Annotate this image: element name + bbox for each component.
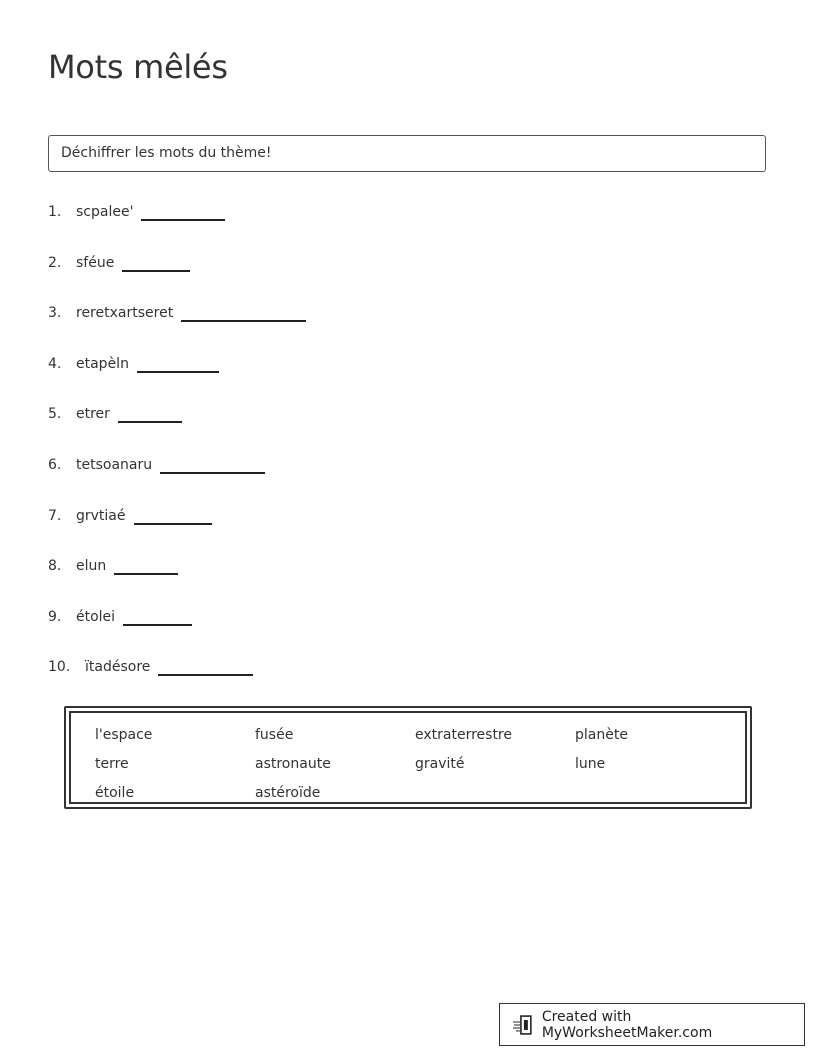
question-list bbox=[48, 198, 306, 704]
scrambled-word: grvtiaé bbox=[76, 507, 126, 524]
question-number: 9. bbox=[48, 608, 62, 625]
answer-blank[interactable] bbox=[123, 603, 192, 626]
question-number: 2. bbox=[48, 254, 62, 271]
word-bank-item: fusée bbox=[255, 727, 294, 743]
scrambled-word: reretxartseret bbox=[76, 305, 174, 322]
question-item bbox=[48, 603, 306, 654]
question-item bbox=[48, 198, 306, 249]
footer-credit[interactable] bbox=[499, 1003, 805, 1046]
word-bank-item: planète bbox=[575, 727, 628, 743]
question-number: 3. bbox=[48, 305, 62, 322]
answer-blank[interactable] bbox=[158, 653, 253, 676]
scrambled-word: sféue bbox=[76, 254, 115, 271]
answer-blank[interactable] bbox=[141, 198, 225, 221]
word-bank-item: étoile bbox=[95, 785, 135, 801]
word-bank-item: l'espace bbox=[95, 727, 153, 743]
footer-text: Created with MyWorksheetMaker.com bbox=[541, 1008, 713, 1041]
word-bank-inner-border bbox=[69, 711, 747, 804]
question-number: 4. bbox=[48, 355, 62, 372]
answer-blank[interactable] bbox=[118, 400, 182, 423]
word-bank-grid bbox=[95, 721, 735, 808]
instructions-box: Déchiffrer les mots du thème! bbox=[48, 135, 766, 172]
word-bank-item: gravité bbox=[415, 756, 465, 772]
question-number: 10. bbox=[48, 659, 71, 676]
question-item bbox=[48, 502, 306, 553]
scrambled-word: scpalee' bbox=[76, 204, 134, 220]
question-number: 6. bbox=[48, 456, 62, 473]
word-bank-item: astronaute bbox=[255, 756, 331, 772]
question-item bbox=[48, 451, 306, 502]
scrambled-word: étolei bbox=[76, 608, 116, 625]
answer-blank[interactable] bbox=[134, 502, 212, 525]
worksheet-maker-logo-icon bbox=[512, 1014, 534, 1036]
question-number: 5. bbox=[48, 406, 62, 423]
question-item bbox=[48, 552, 306, 603]
scrambled-word: elun bbox=[76, 558, 107, 575]
question-item bbox=[48, 400, 306, 451]
scrambled-word: etapèln bbox=[76, 355, 129, 372]
word-bank bbox=[64, 706, 752, 809]
question-number: 7. bbox=[48, 507, 62, 524]
question-item bbox=[48, 299, 306, 350]
question-number: 1. bbox=[48, 204, 62, 220]
answer-blank[interactable] bbox=[160, 451, 265, 474]
answer-blank[interactable] bbox=[114, 552, 178, 575]
word-bank-item: lune bbox=[575, 756, 606, 772]
answer-blank[interactable] bbox=[181, 299, 306, 322]
scrambled-word: etrer bbox=[76, 406, 110, 423]
scrambled-word: ïtadésore bbox=[85, 659, 151, 676]
word-bank-item: astéroïde bbox=[255, 785, 321, 801]
word-bank-item: extraterrestre bbox=[415, 727, 512, 743]
question-item bbox=[48, 653, 306, 704]
question-number: 8. bbox=[48, 558, 62, 575]
question-item bbox=[48, 249, 306, 300]
answer-blank[interactable] bbox=[137, 350, 219, 373]
page-title: Mots mêlés bbox=[48, 48, 228, 86]
scrambled-word: tetsoanaru bbox=[76, 456, 153, 473]
word-bank-item: terre bbox=[95, 756, 129, 772]
question-item bbox=[48, 350, 306, 401]
answer-blank[interactable] bbox=[122, 249, 190, 272]
